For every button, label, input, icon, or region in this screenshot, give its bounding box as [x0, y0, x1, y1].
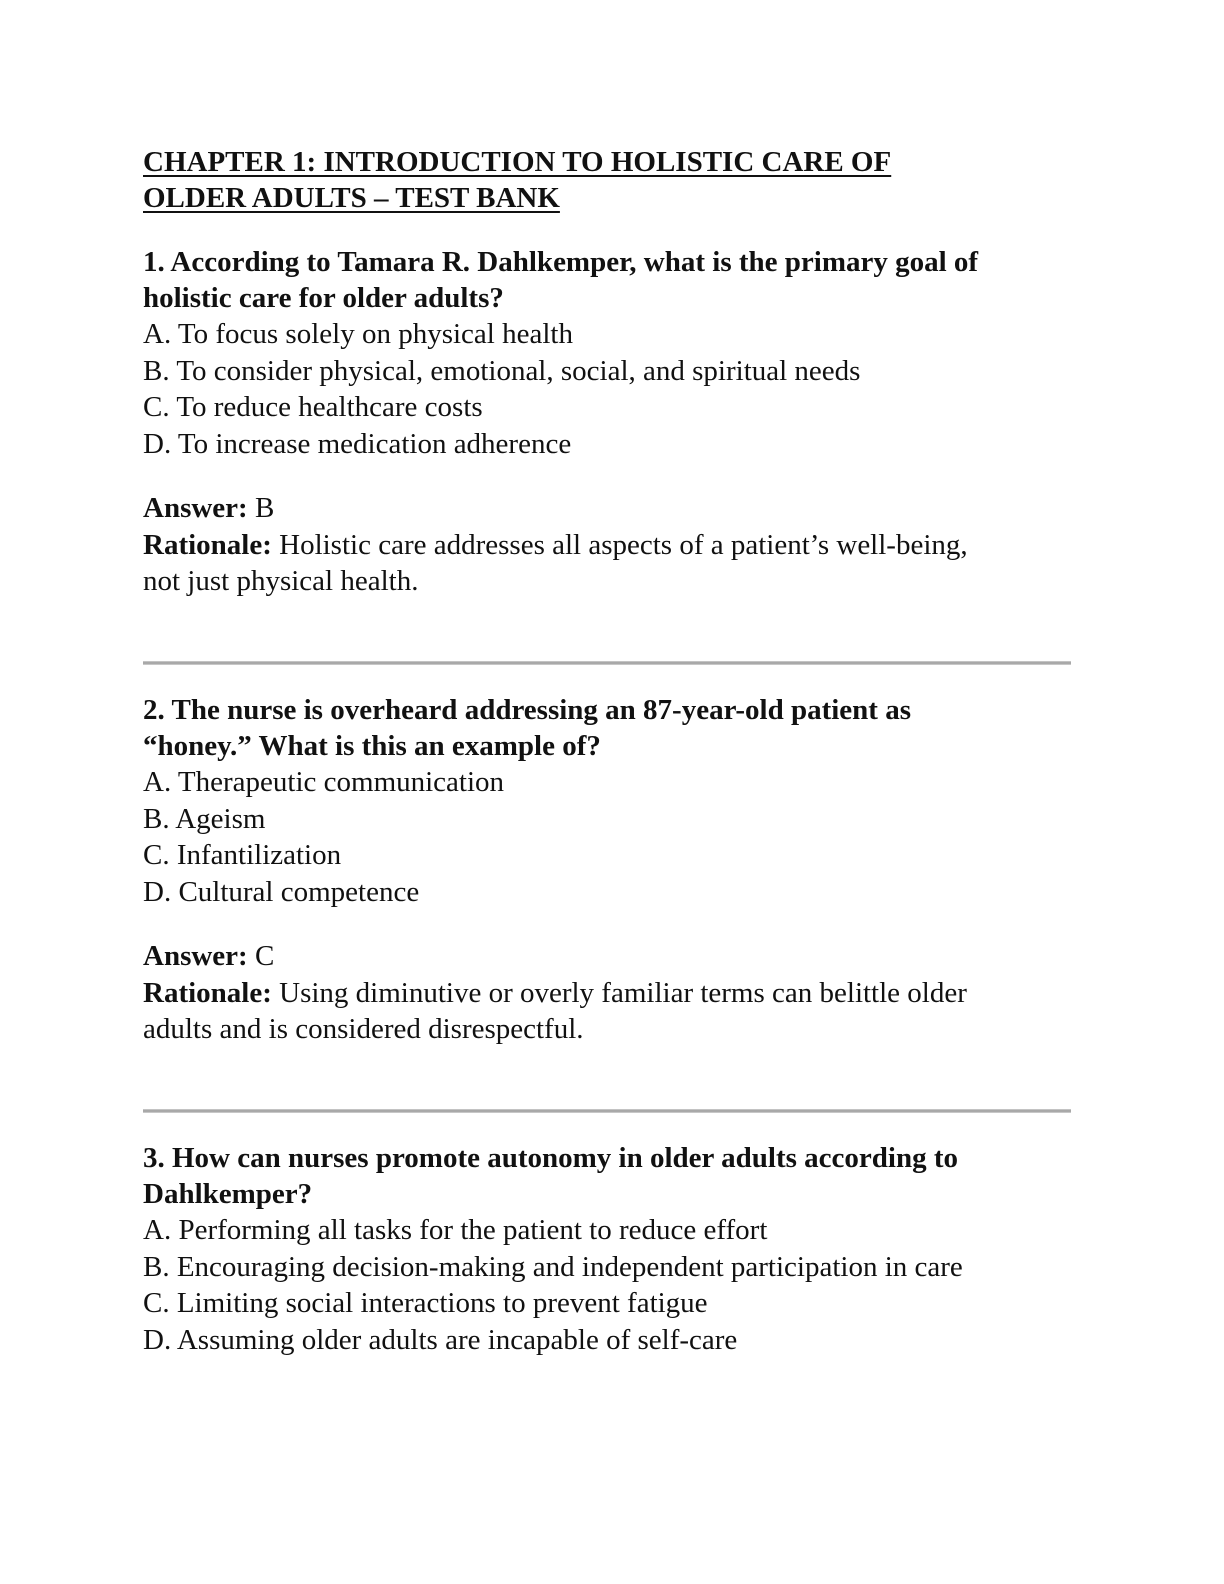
rationale-text-line-1: Using diminutive or overly familiar terms can belittle older [271, 976, 967, 1009]
answer-line [143, 938, 1083, 975]
answer-value: C [247, 940, 275, 972]
question-stem [143, 244, 1083, 316]
question-stem [143, 692, 1083, 764]
option-a: A. To focus solely on physical health [143, 318, 573, 350]
question-stem [143, 1140, 1083, 1212]
option-c: C. To reduce healthcare costs [143, 391, 483, 423]
rationale [143, 527, 1083, 600]
answer-label: Answer: [143, 940, 248, 972]
question-2 [143, 692, 1083, 1048]
page-title [143, 144, 1103, 216]
section-divider [143, 1109, 1071, 1113]
rationale-label: Rationale: [143, 976, 272, 1009]
option-d: D. Assuming older adults are incapable of self-care [143, 1323, 738, 1356]
option-list [143, 764, 1083, 910]
answer-block [143, 490, 1083, 600]
rationale-text-line-2: adults and is considered disrespectful. [143, 1013, 584, 1045]
rationale-text-line-2: not just physical health. [143, 565, 419, 597]
question-stem-line-1: 1. According to Tamara R. Dahlkemper, what is the primary goal of [143, 246, 979, 278]
option-b: B. To consider physical, emotional, social, and spiritual needs [143, 354, 861, 387]
option-a: A. Therapeutic communication [143, 766, 505, 798]
question-stem-line-1: 2. The nurse is overheard addressing an 87-year-old patient as [143, 694, 912, 726]
option-d: D. To increase medication adherence [143, 427, 572, 460]
title-line-2: OLDER ADULTS – TEST BANK [143, 182, 560, 214]
answer-block [143, 938, 1083, 1048]
question-stem-line-2: Dahlkemper? [143, 1178, 313, 1210]
option-c: C. Infantilization [143, 839, 342, 871]
section-divider [143, 661, 1071, 665]
question-3 [143, 1140, 1083, 1358]
question-1 [143, 244, 1083, 600]
title-line-1: CHAPTER 1: INTRODUCTION TO HOLISTIC CARE OF [143, 146, 892, 178]
question-stem-line-2: “honey.” What is this an example of? [143, 730, 601, 762]
option-list [143, 316, 1083, 462]
option-list [143, 1212, 1083, 1358]
option-a: A. Performing all tasks for the patient to reduce effort [143, 1214, 768, 1246]
option-d: D. Cultural competence [143, 875, 420, 908]
answer-line [143, 490, 1083, 527]
answer-label: Answer: [143, 492, 248, 524]
rationale [143, 975, 1083, 1048]
option-b: B. Ageism [143, 802, 266, 835]
question-stem-line-2: holistic care for older adults? [143, 282, 504, 314]
rationale-label: Rationale: [143, 528, 272, 561]
option-b: B. Encouraging decision-making and independent participation in care [143, 1250, 963, 1283]
option-c: C. Limiting social interactions to prevent fatigue [143, 1287, 708, 1319]
rationale-text-line-1: Holistic care addresses all aspects of a patient’s well-being, [271, 528, 968, 561]
question-stem-line-1: 3. How can nurses promote autonomy in older adults according to [143, 1142, 958, 1174]
answer-value: B [247, 492, 275, 524]
